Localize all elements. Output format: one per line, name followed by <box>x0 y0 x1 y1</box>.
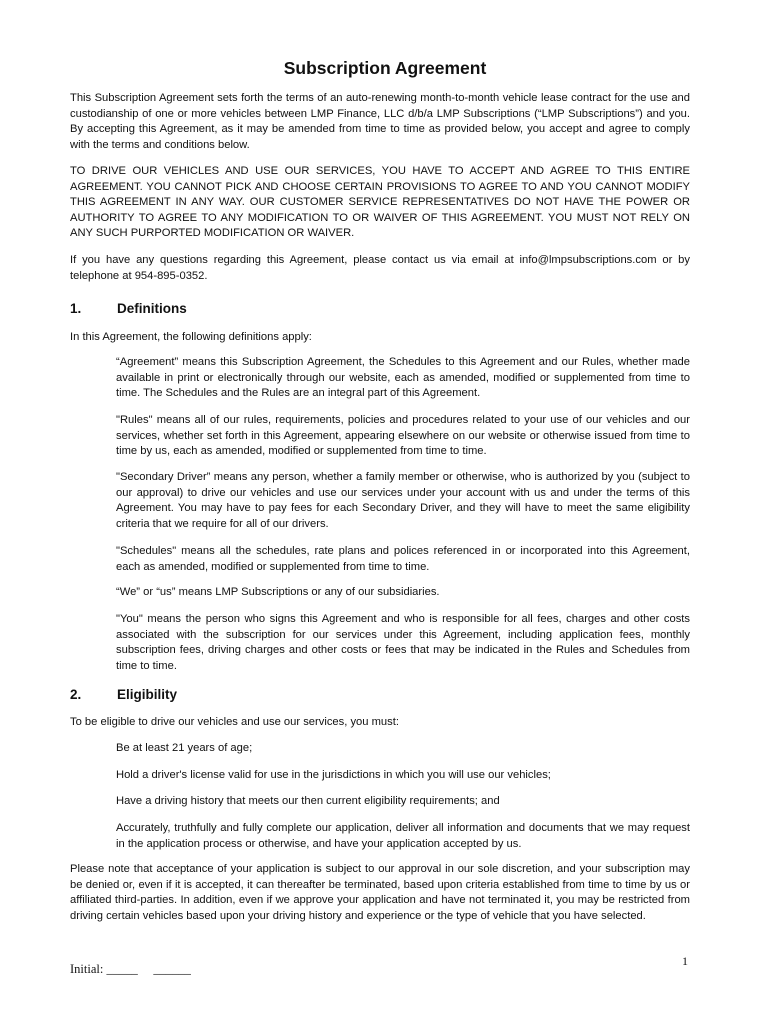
contact-paragraph: If you have any questions regarding this Agreement, please contact us via email at info@lmpsubscriptions.com or by telephone at 954-895-0352. <box>70 254 690 282</box>
requirement-item: Hold a driver's license valid for use in the jurisdictions in which you will use our vehicles; <box>116 769 551 781</box>
caps-notice-paragraph: TO DRIVE OUR VEHICLES AND USE OUR SERVICES, YOU HAVE TO ACCEPT AND AGREE TO THIS ENTIRE AGREEMENT. YOU CANNOT PICK AND CHOOSE CERTAIN PROVISIONS TO AGREE TO AND YOU CANNOT MODIFY THIS AGREEMENT IN ANY WAY. OUR CUSTOMER SERVICE REPRESENTATIVES DO NOT HAVE THE POWER OR AUTHORITY TO AGREE TO ANY MODIFICATION TO OR WAIVER OF THIS AGREEMENT. YOU MUST NOT RELY ON ANY SUCH PURPORTED MODIFICATION OR WAIVER. <box>70 165 690 240</box>
initial-label: Initial: <box>70 962 104 976</box>
section-1-number: 1. <box>70 301 82 316</box>
section-1-lead: In this Agreement, the following definitions apply: <box>70 331 312 343</box>
document-title: Subscription Agreement <box>283 58 487 78</box>
section-1-title: Definitions <box>117 301 187 316</box>
definition-schedules: "Schedules" means all the schedules, rate plans and polices referenced in or incorporated into this Agreement, each as amended, modified or supplemented from time to time. <box>116 545 690 573</box>
requirement-item: Accurately, truthfully and fully complete our application, deliver all information and documents that we may request in the application process or otherwise, and have your application accepted by us. <box>116 822 690 850</box>
section-2-lead: To be eligible to drive our vehicles and use our services, you must: <box>70 716 399 728</box>
section-1-heading <box>70 300 187 318</box>
definition-you: "You" means the person who signs this Agreement and who is responsible for all fees, charges and other costs associated with the subscription for our services under this Agreement, including application fees, monthly subscription fees, driving charges and other costs or fees that may be indicated in the Rules and Schedules from time to time. <box>116 613 690 672</box>
requirement-item: Be at least 21 years of age; <box>116 742 253 754</box>
initial-line <box>70 962 191 977</box>
section-2-number: 2. <box>70 687 82 702</box>
section-2-closing: Please note that acceptance of your application is subject to our approval in our sole discretion, and your subscription may be denied or, even if it is accepted, it can thereafter be terminated, based upon criteria established from time to time by us or affiliated third-parties. In addition, even if we approve your application and have not terminated it, you may be restricted from driving certain vehicles based upon your driving history and experience or the type of vehicle that you have selected. <box>70 863 690 922</box>
definition-we-us: “We” or “us” means LMP Subscriptions or any of our subsidiaries. <box>116 586 440 598</box>
requirement-item: Have a driving history that meets our then current eligibility requirements; and <box>116 795 500 807</box>
section-2-title: Eligibility <box>117 687 178 702</box>
page-number: 1 <box>682 954 688 968</box>
definition-secondary-driver: "Secondary Driver” means any person, whether a family member or otherwise, who is authorized by you (subject to our approval) to drive our vehicles and use our services under your account with us and under the terms of this Agreement. You may have to pay fees for each Secondary Driver, and they will have to meet the same eligibility criteria that we require for all of our drivers. <box>116 471 690 530</box>
initial-blank[interactable]: ______ <box>153 962 191 976</box>
definition-rules: "Rules" means all of our rules, requirements, policies and procedures related to your use of our vehicles and our services, whether set forth in this Agreement, appearing elsewhere on our website or otherwise issued from time to time by us, each as amended, modified or supplemented from time to time. <box>116 414 690 458</box>
section-2-heading <box>70 686 177 704</box>
definition-agreement: “Agreement” means this Subscription Agreement, the Schedules to this Agreement and our Rules, whether made available in print or electronically through our website, each as amended, modified or supplemented from time to time. The Schedules and the Rules are an integral part of this Agreement. <box>116 356 690 400</box>
intro-paragraph: This Subscription Agreement sets forth the terms of an auto-renewing month-to-month vehicle lease contract for the use and custodianship of one or more vehicles between LMP Finance, LLC d/b/a LMP Subscriptions (“LMP Subscriptions”) and you. By accepting this Agreement, as it may be amended from time to time as provided below, you accept and agree to comply with the terms and conditions below. <box>70 92 690 151</box>
initial-blank[interactable]: _____ <box>106 962 138 976</box>
